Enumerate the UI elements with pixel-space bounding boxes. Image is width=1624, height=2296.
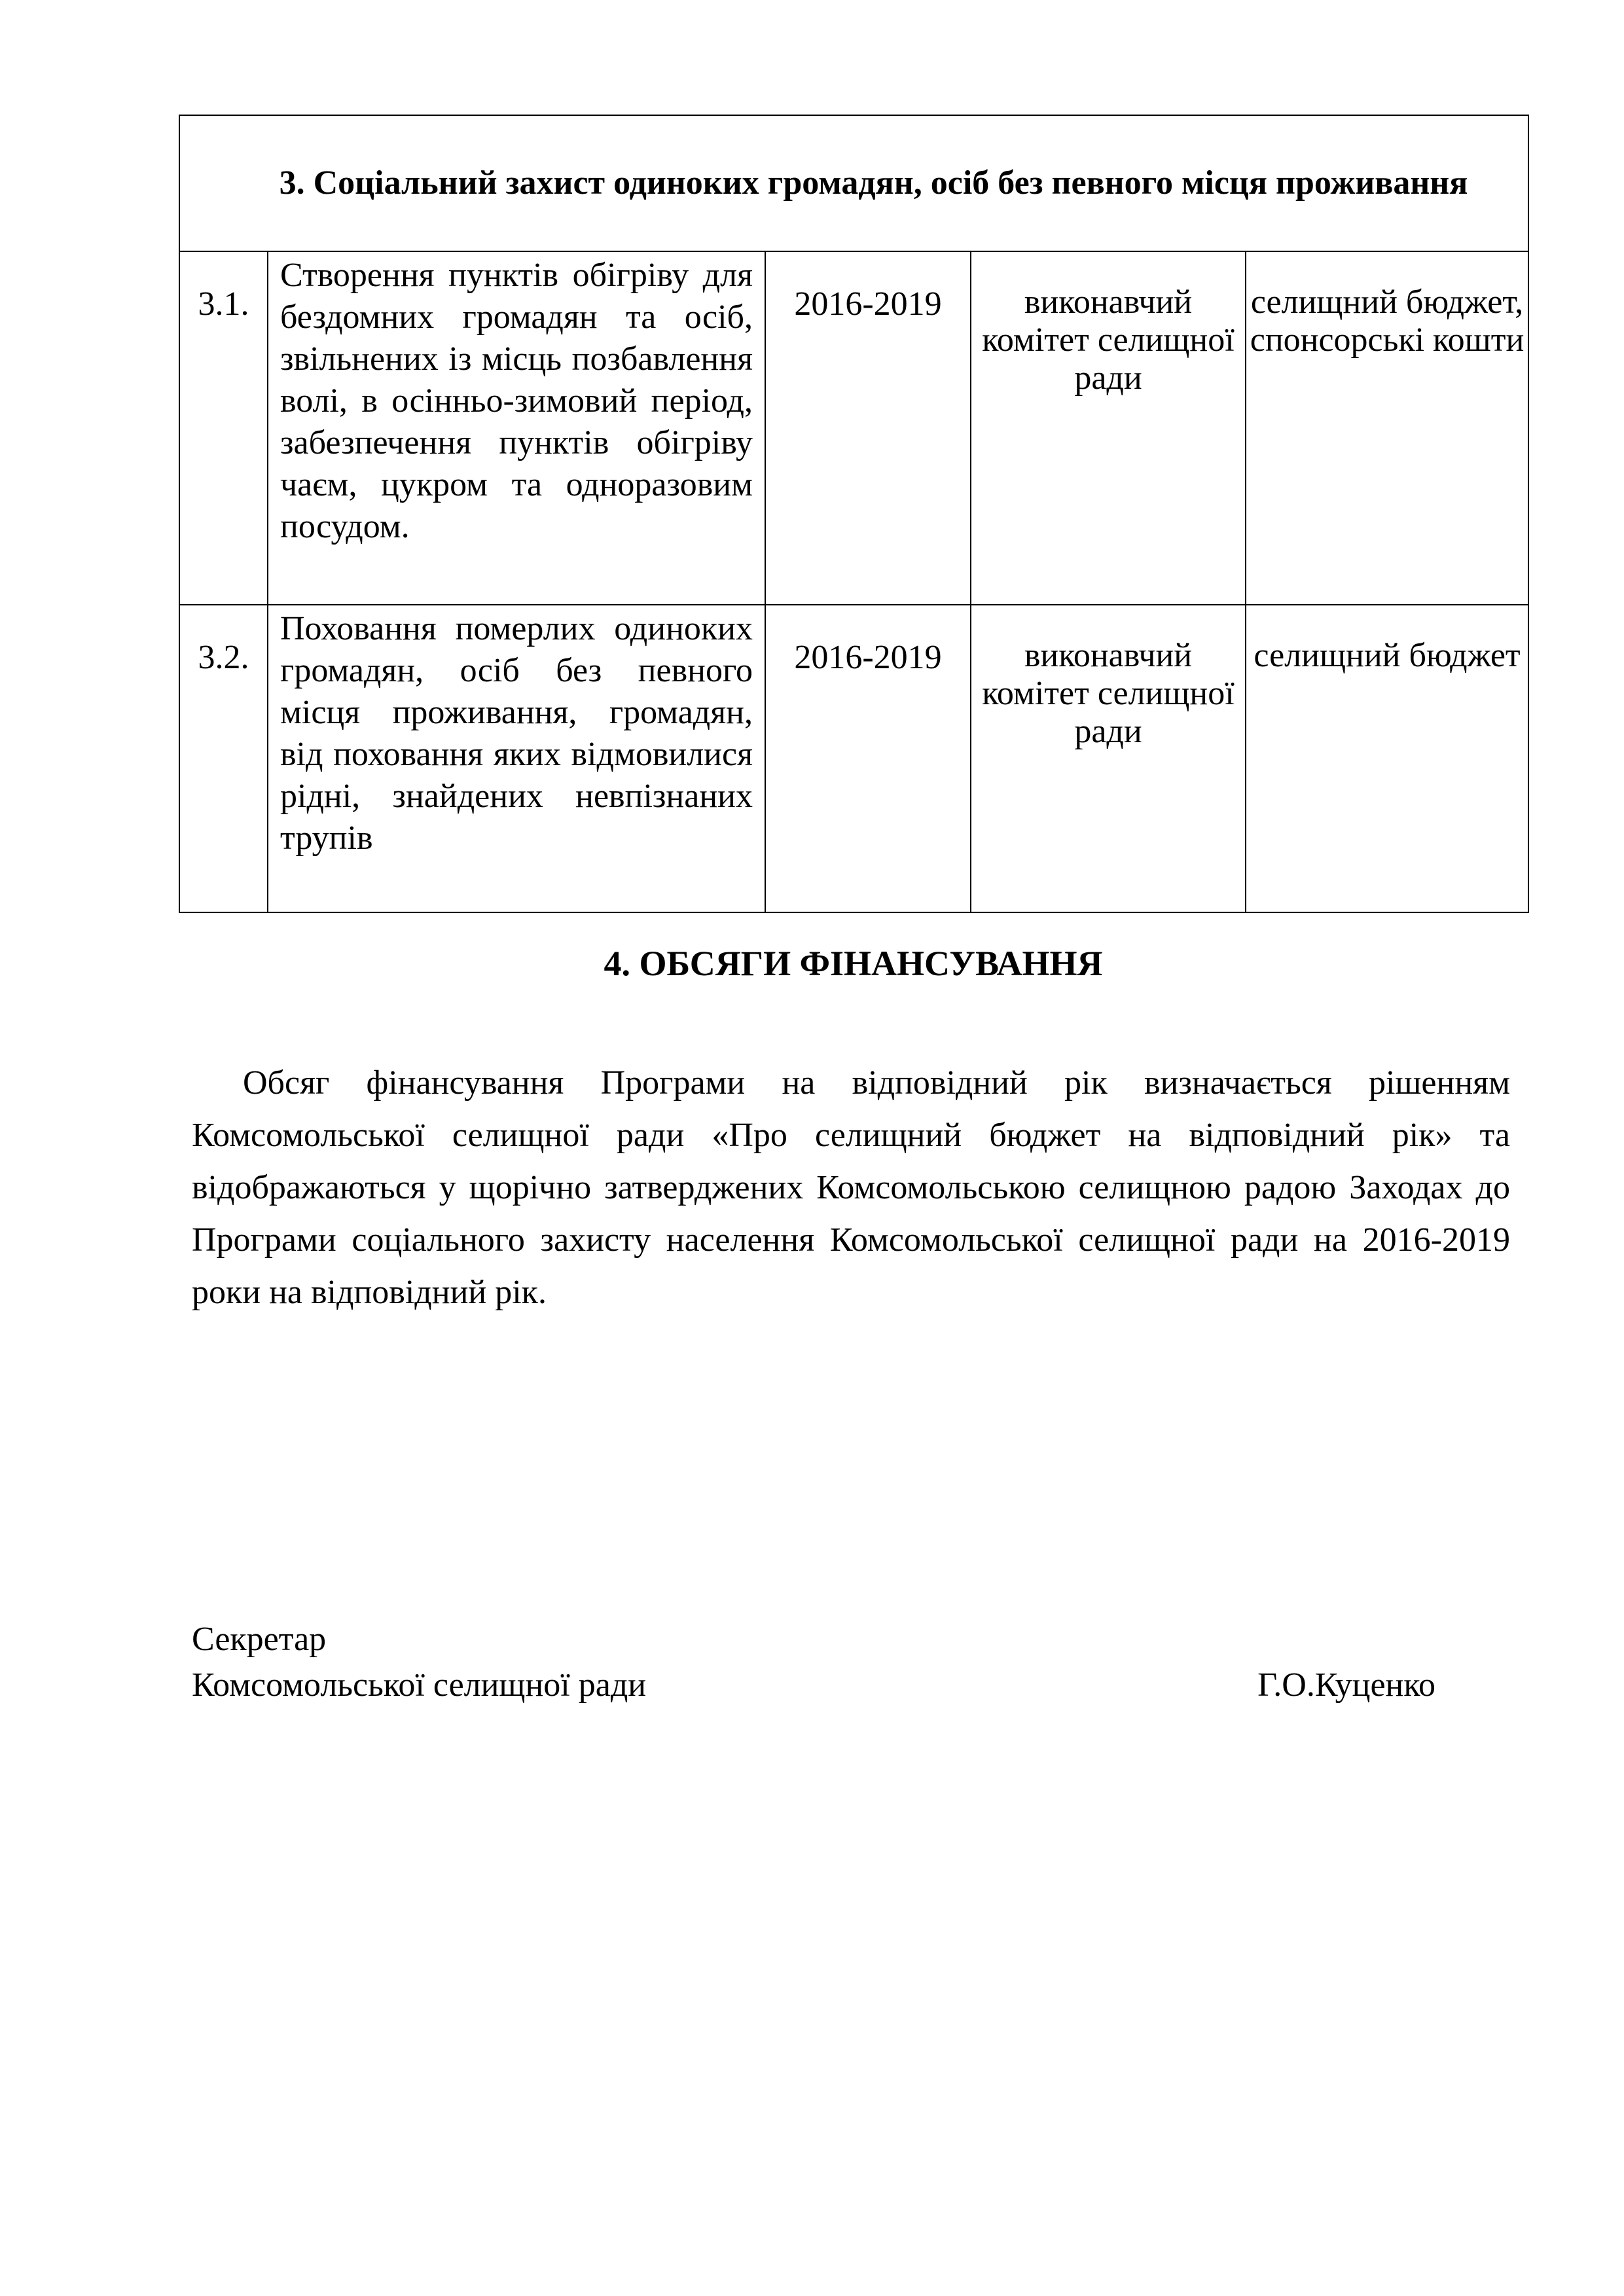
signature-line — [192, 1662, 1435, 1708]
measure-description: Поховання померлих одиноких громадян, осіб без певного місця проживання, громадян, від поховання яких відмовилися рідні, знайдених невпізнаних трупів — [268, 605, 765, 912]
section-title: 3. Соціальний захист одиноких громадян, осіб без певного місця проживання — [279, 164, 1468, 202]
section-title-row — [179, 115, 1528, 251]
implementation-period: 2016-2019 — [765, 251, 971, 605]
executor: виконавчий комітет селищної ради — [971, 605, 1246, 912]
financing-heading: 4. ОБСЯГИ ФІНАНСУВАННЯ — [604, 944, 1103, 983]
signature-block — [192, 1617, 1435, 1708]
row-number: 3.1. — [179, 251, 268, 605]
table-row — [179, 605, 1528, 912]
measures-table — [179, 115, 1529, 913]
funding-source: селищний бюджет — [1246, 605, 1528, 912]
table-row — [179, 251, 1528, 605]
signature-organization: Комсомольської селищної ради — [192, 1666, 647, 1704]
financing-paragraph: Обсяг фінансування Програми на відповідний рік визначається рішенням Комсомольської селищної ради «Про селищний бюджет на відповідний рік» та відображаються у щорічно затверджених Комсомольською селищною радою Заходах до Програми соціального захисту населення Комсомольської селищної ради на 2016-2019 роки на відповідний рік. — [192, 1064, 1510, 1311]
section-title-cell — [179, 115, 1528, 251]
funding-source: селищний бюджет, спонсорські кошти — [1246, 251, 1528, 605]
row-number: 3.2. — [179, 605, 268, 912]
measure-description: Створення пунктів обігріву для бездомних громадян та осіб, звільнених із місць позбавлення волі, в осінньо-зимовий період, забезпечення пунктів обігріву чаєм, цукром та одноразовим посудом. — [268, 251, 765, 605]
implementation-period: 2016-2019 — [765, 605, 971, 912]
signature-position: Секретар — [192, 1621, 327, 1658]
signatory-name: Г.О.Куценко — [1257, 1666, 1435, 1704]
executor: виконавчий комітет селищної ради — [971, 251, 1246, 605]
